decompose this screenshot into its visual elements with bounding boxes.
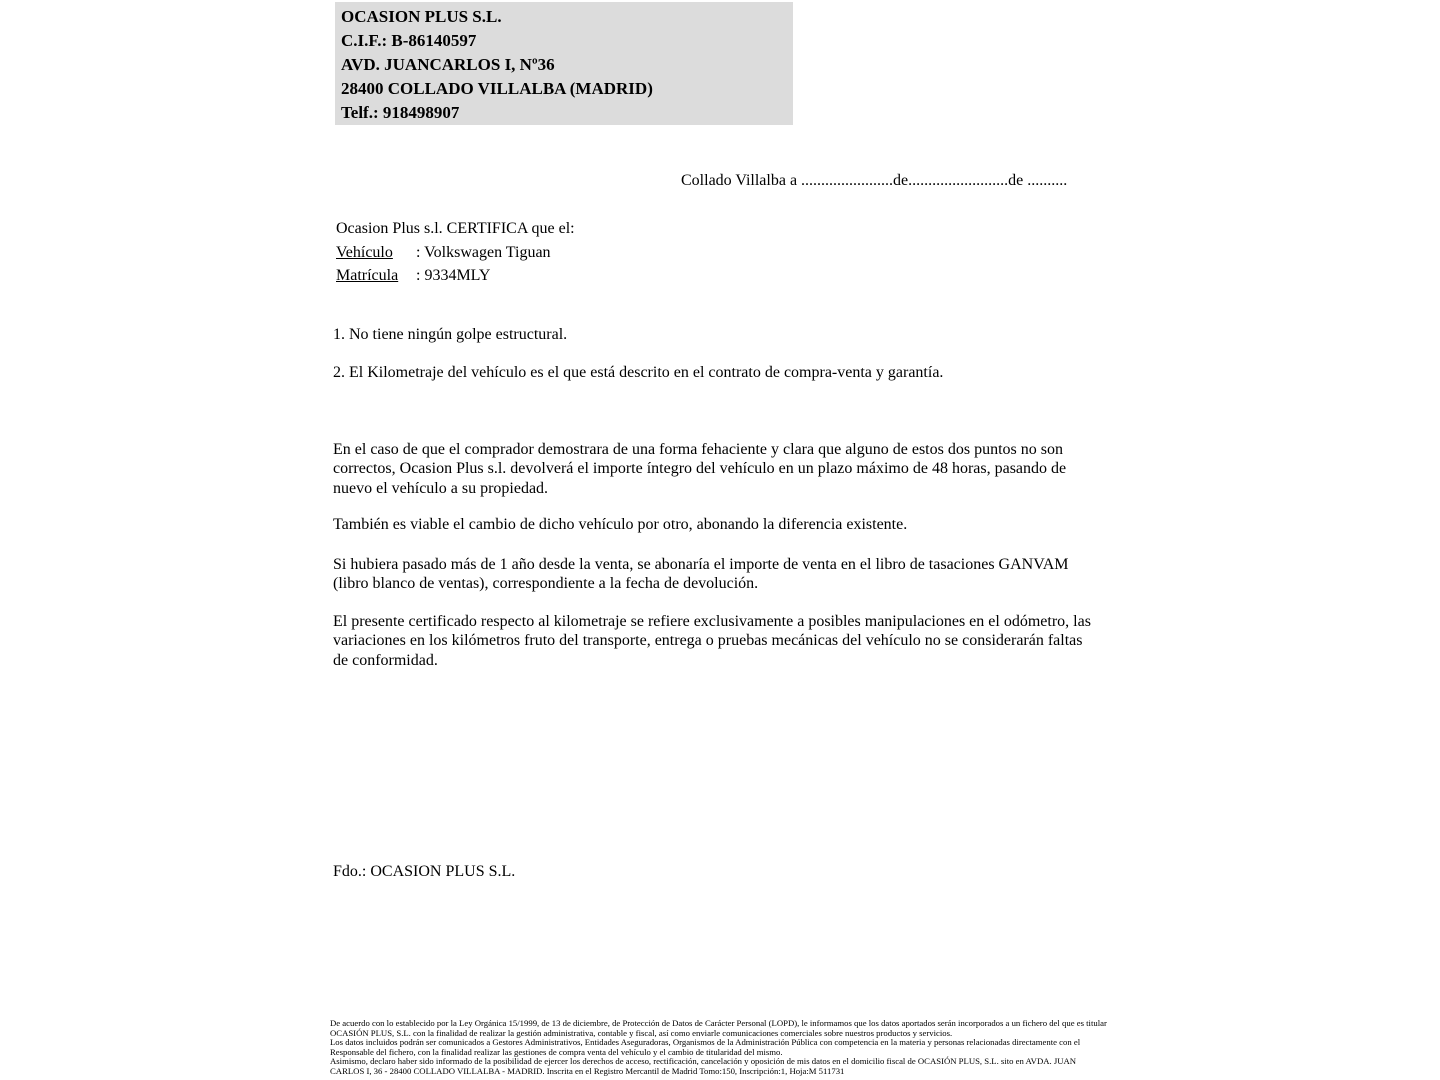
footer-line: Los datos incluidos podrán ser comunicados a Gestores Administrativos, Entidades Aseguradoras, Organismos de la Administración Pública con competencia en la materia y personas relacionadas directamente con el — [330, 1037, 1081, 1048]
plate-label: Matrícula — [336, 267, 399, 284]
footer-line: OCASIÓN PLUS, S.L. con la finalidad de realizar la gestión administrativa, contable y fiscal, así como enviarle comunicaciones comerciales sobre nuestros productos y servicios. — [330, 1027, 953, 1038]
footer-line: De acuerdo con lo establecido por la Ley Orgánica 15/1999, de 13 de diciembre, de Protección de Datos de Carácter Personal (LOPD), le informamos que los datos aportados serán incorporados a un fichero del que es titular — [330, 1018, 1107, 1028]
vehicle-label: Vehículo — [336, 243, 393, 261]
company-phone: Telf.: 918498907 — [341, 103, 460, 122]
certify-block — [336, 217, 575, 288]
footer-line: Asimismo, declaro haber sido informado de la posibilidad de ejercer los derechos de acceso, rectificación, cancelación y oposición de mis datos en el domicilio fiscal de OCASIÓN PLUS, S.L. sito en AVDA. JUAN — [330, 1056, 1077, 1067]
footer-line: Responsable del fichero, con la finalidad realizar las gestiones de compra venta del vehículo y el cambio de titularidad del mismo. — [330, 1046, 783, 1057]
point-mileage: 2. El Kilometraje del vehículo es el que está descrito en el contrato de compra-venta y garantía. — [333, 364, 944, 381]
paragraph-refund: En el caso de que el comprador demostrara de una forma fehaciente y clara que alguno de estos dos puntos no son correctos, Ocasion Plus s.l. devolverá el importe íntegro del vehículo en un plazo máximo de 48 horas, pasando de nuevo el vehículo a su propiedad. — [333, 441, 1067, 497]
vehicle-value: : Volkswagen Tiguan — [416, 243, 551, 261]
vehicle-row — [336, 241, 575, 265]
company-header-box — [335, 2, 793, 125]
company-name: OCASION PLUS S.L. — [341, 7, 502, 26]
legal-footer — [330, 1019, 1120, 1077]
plate-value: : 9334MLY — [416, 267, 491, 284]
signature-line: Fdo.: OCASION PLUS S.L. — [333, 863, 516, 880]
paragraph-ganvam: Si hubiera pasado más de 1 año desde la venta, se abonaría el importe de venta en el libro de tasaciones GANVAM (libro blanco de ventas), correspondiente a la fecha de devolución. — [333, 556, 1069, 593]
date-line: Collado Villalba a .......................de.........................de .......... — [681, 172, 1068, 189]
paragraph-odometer: El presente certificado respecto al kilometraje se refiere exclusivamente a posibles manipulaciones en el odómetro, las variaciones en los kilómetros fruto del transporte, entrega o pruebas mecánicas del vehículo no se considerarán faltas de conformidad. — [333, 613, 1091, 669]
certify-intro: Ocasion Plus s.l. CERTIFICA que el: — [336, 220, 575, 237]
paragraph-exchange: También es viable el cambio de dicho vehículo por otro, abonando la diferencia existente. — [333, 516, 908, 533]
plate-row — [336, 264, 575, 288]
footer-line: CARLOS I, 36 - 28400 COLLADO VILLALBA - MADRID. Inscrita en el Registro Mercantil de Madrid Tomo:150, Inscripción:1, Hoja:M 511731 — [330, 1065, 845, 1076]
company-city: 28400 COLLADO VILLALBA (MADRID) — [341, 79, 653, 98]
point-structural: 1. No tiene ningún golpe estructural. — [333, 326, 568, 343]
company-address: AVD. JUANCARLOS I, Nº36 — [341, 55, 555, 74]
company-cif: C.I.F.: B-86140597 — [341, 31, 477, 50]
